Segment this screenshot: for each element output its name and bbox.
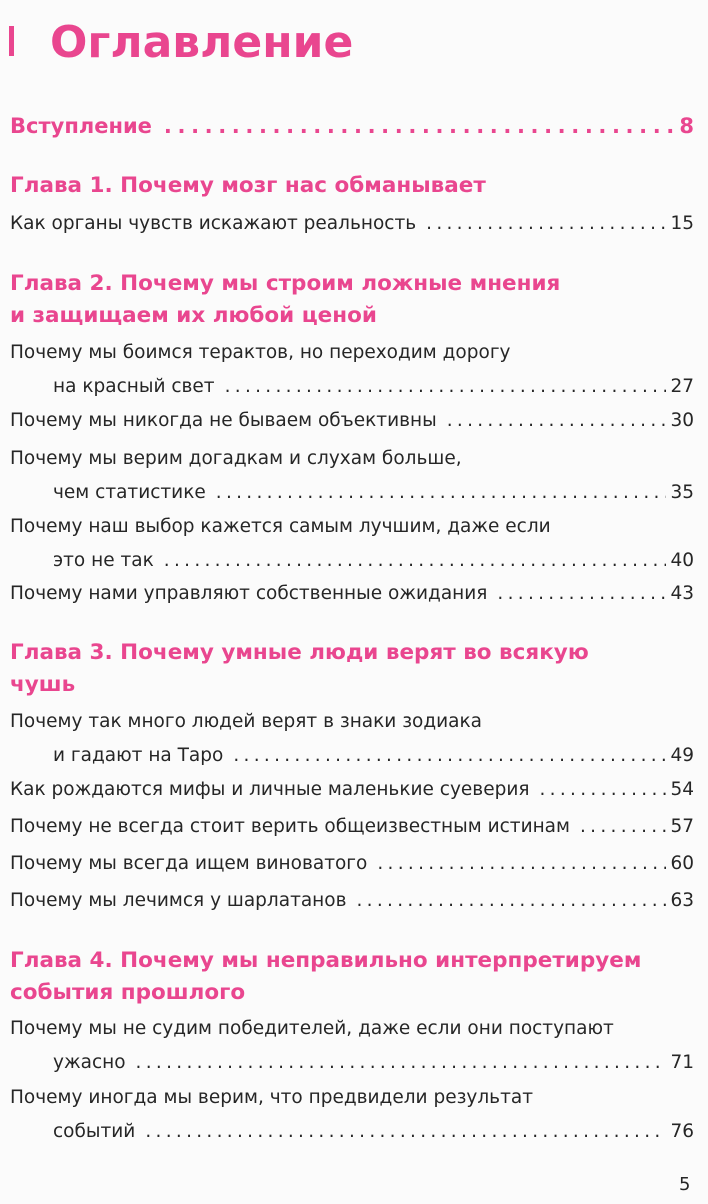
toc-intro-page: 8 (679, 114, 694, 138)
chapter-2-heading (10, 268, 560, 332)
leader-dots (497, 577, 666, 611)
toc-entry-text-continued: событий (53, 1121, 136, 1142)
leader-dots (426, 207, 666, 241)
toc-entry[interactable] (10, 207, 694, 241)
leader-dots (447, 404, 667, 438)
leader-dots (539, 773, 666, 807)
toc-entry-text: Почему не всегда стоит верить общеизвестным истинам (10, 816, 570, 837)
toc-entry[interactable] (10, 1081, 694, 1149)
toc-entry-text-continued: ужасно (53, 1052, 126, 1073)
toc-entry[interactable] (10, 510, 694, 578)
toc-entry-text: Почему наш выбор кажется самым лучшим, даже если (10, 516, 551, 537)
toc-entry-text: Почему нами управляют собственные ожидания (10, 583, 488, 604)
leader-dots (377, 847, 666, 881)
leader-dots (233, 739, 666, 773)
leader-dots (580, 810, 666, 844)
chapter-title-line: и защищаем их любой ценой (10, 303, 377, 328)
toc-entry[interactable] (10, 773, 694, 807)
toc-entry[interactable] (10, 847, 694, 881)
leader-dots (164, 544, 667, 578)
chapter-1-heading (10, 170, 486, 202)
leader-dots (164, 111, 675, 141)
toc-entry-page: 40 (670, 550, 694, 571)
toc-entry-page: 35 (670, 482, 694, 503)
toc-entry-text: Почему мы всегда ищем виноватого (10, 853, 368, 874)
toc-entry-text-continued: это не так (53, 550, 154, 571)
toc-entry-page: 15 (670, 213, 694, 234)
toc-entry[interactable] (10, 404, 694, 438)
toc-entry-text: Почему иногда мы верим, что предвидели результат (10, 1087, 533, 1108)
page-title: Оглавление (50, 17, 354, 68)
toc-entry[interactable] (10, 705, 694, 773)
leader-dots (136, 1046, 667, 1080)
toc-entry[interactable] (10, 810, 694, 844)
toc-entry-text: Почему мы лечимся у шарлатанов (10, 890, 347, 911)
toc-entry-page: 57 (670, 816, 694, 837)
toc-entry-page: 30 (670, 410, 694, 431)
toc-entry-text-continued: на красный свет (53, 376, 215, 397)
toc-entry-page: 43 (670, 583, 694, 604)
chapter-3-heading (10, 637, 589, 701)
toc-entry-page: 60 (670, 853, 694, 874)
title-accent-bar (9, 26, 14, 56)
toc-entry-text: Почему мы верим догадкам и слухам больше, (10, 448, 462, 469)
chapter-title-line: Глава 2. Почему мы строим ложные мнения (10, 271, 561, 296)
toc-entry-page: 63 (670, 890, 694, 911)
toc-intro[interactable] (10, 111, 694, 141)
toc-entry-text: Почему мы боимся терактов, но переходим дорогу (10, 342, 511, 363)
toc-entry[interactable] (10, 442, 694, 510)
toc-intro-label: Вступление (10, 114, 152, 138)
toc-entry[interactable] (10, 577, 694, 611)
chapter-4-heading (10, 945, 641, 1009)
chapter-title-line: Глава 4. Почему мы неправильно интерпретируем (10, 948, 642, 973)
chapter-title-line: чушь (10, 672, 76, 697)
toc-entry-text: Как рождаются мифы и личные маленькие суеверия (10, 779, 530, 800)
chapter-title-line: Глава 1. Почему мозг нас обманывает (10, 173, 486, 198)
leader-dots (225, 370, 667, 404)
toc-entry-page: 27 (670, 376, 694, 397)
toc-entry-text: Почему так много людей верят в знаки зодиака (10, 711, 483, 732)
leader-dots (216, 476, 667, 510)
toc-entry-page: 49 (670, 745, 694, 766)
toc-entry[interactable] (10, 336, 694, 404)
leader-dots (145, 1115, 666, 1149)
toc-entry-text-continued: чем статистике (53, 482, 206, 503)
toc-entry-text: Почему мы никогда не бываем объективны (10, 410, 437, 431)
toc-entry-page: 76 (670, 1121, 694, 1142)
toc-entry-page: 71 (670, 1052, 694, 1073)
toc-entry-text-continued: и гадают на Таро (53, 745, 224, 766)
toc-entry-text: Как органы чувств искажают реальность (10, 213, 417, 234)
toc-entry-text: Почему мы не судим победителей, даже если они поступают (10, 1018, 614, 1039)
toc-entry[interactable] (10, 1012, 694, 1080)
toc-entry-page: 54 (670, 779, 694, 800)
page-number: 5 (679, 1174, 691, 1195)
leader-dots (357, 884, 667, 918)
toc-entry[interactable] (10, 884, 694, 918)
chapter-title-line: Глава 3. Почему умные люди верят во всякую (10, 640, 589, 665)
chapter-title-line: события прошлого (10, 980, 246, 1005)
